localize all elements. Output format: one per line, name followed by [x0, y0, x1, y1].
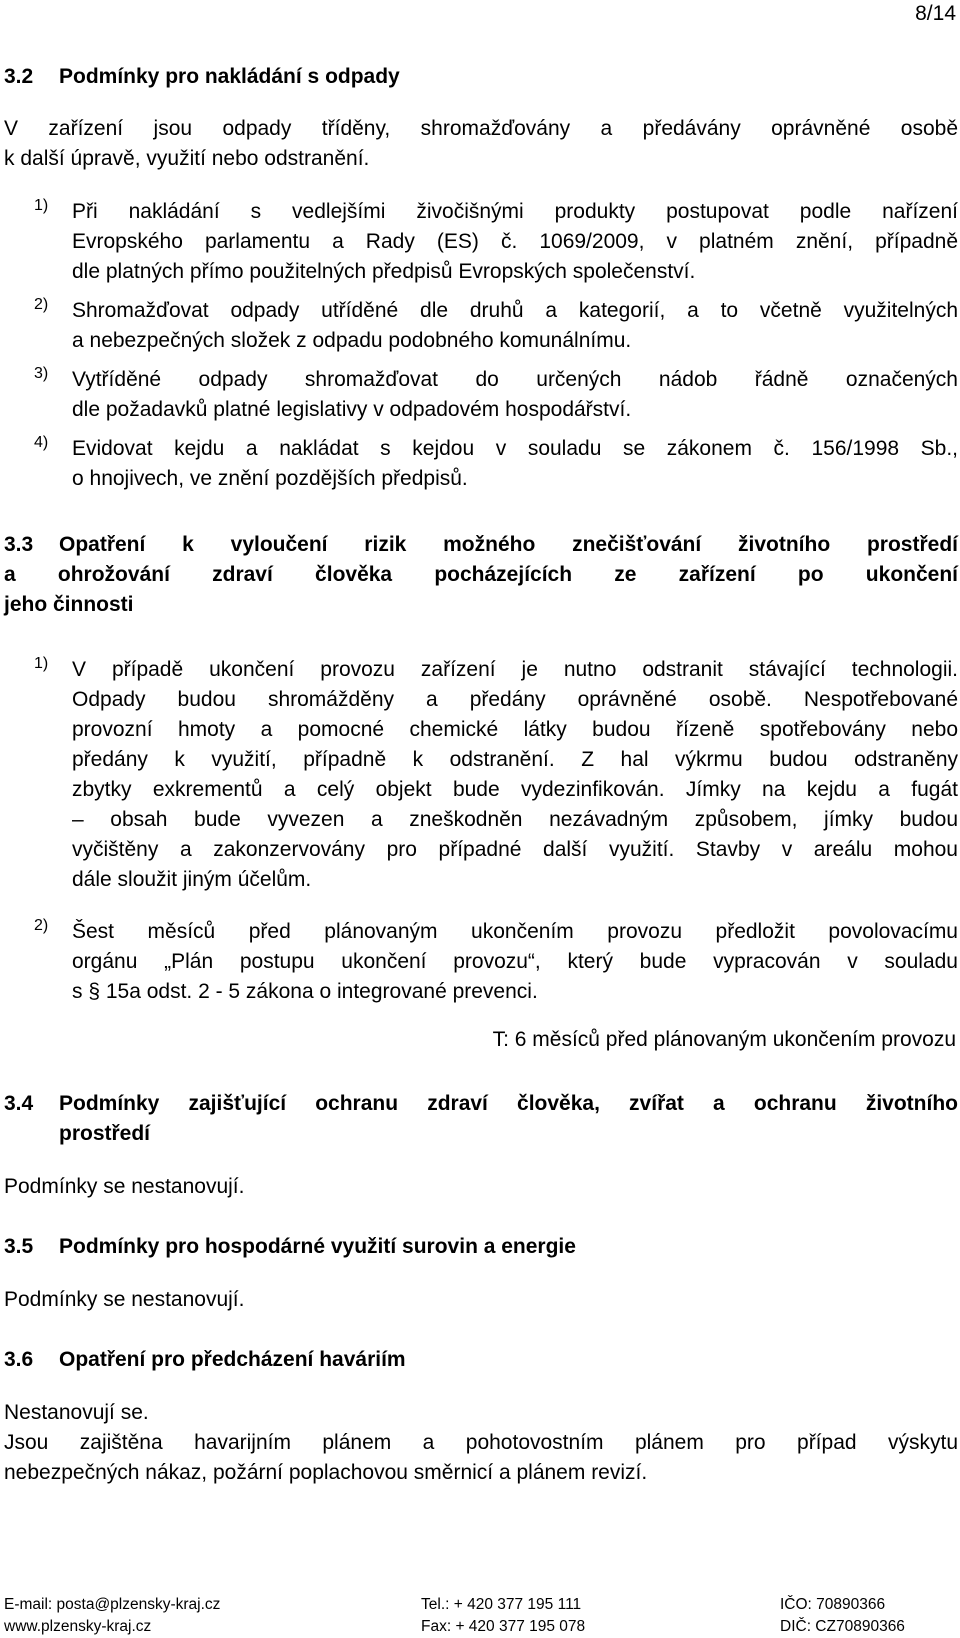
list-item-line: – obsah bude vyvezen a zneškodněn nezávadným způsobem, jímky budou — [72, 808, 958, 831]
list-item-line: s § 15a odst. 2 - 5 zákona o integrované prevenci. — [72, 980, 538, 1003]
list-item — [4, 365, 958, 425]
term-note: T: 6 měsíců před plánovaným ukončením provozu — [492, 1028, 956, 1051]
section-title-text: Podmínky pro hospodárné využití surovin a energie — [59, 1235, 576, 1258]
list-item-line: Evidovat kejdu a nakládat s kejdou v souladu se zákonem č. 156/1998 Sb., — [72, 437, 958, 460]
section-heading-3-6 — [4, 1345, 958, 1375]
footer-ico: IČO: 70890366 — [780, 1596, 886, 1613]
list-item-number: 2) — [34, 296, 49, 313]
section-number: 3.2 — [4, 65, 34, 88]
footer-phone — [421, 1594, 585, 1638]
footer-fax: Fax: + 420 377 195 078 — [421, 1618, 586, 1635]
section-heading-3-3 — [4, 530, 958, 620]
footer-ids — [780, 1594, 905, 1638]
paragraph-line: k další úpravě, využití nebo odstranění. — [4, 147, 370, 170]
paragraph-line: Nestanovují se. — [4, 1401, 149, 1424]
list-item — [4, 917, 958, 1007]
section-heading-3-2 — [4, 62, 958, 92]
list-item-line: Při nakládání s vedlejšími živočišnými produkty postupovat podle nařízení — [72, 200, 958, 223]
list-item — [4, 655, 958, 895]
list-item-number: 1) — [34, 197, 49, 214]
paragraph-line: Podmínky se nestanovují. — [4, 1175, 245, 1198]
footer-dic: DIČ: CZ70890366 — [780, 1618, 905, 1635]
section-title-line — [4, 530, 958, 560]
list-item-line: provozní hmoty a pomocné chemické látky budou řízeně spotřebovány nebo — [72, 718, 958, 741]
list-item-number: 2) — [34, 917, 49, 934]
list-item-line: předány k využití, případně k odstranění. Z hal výkrmu budou odstraněny — [72, 748, 958, 771]
list-item-number: 3) — [34, 365, 49, 382]
list-item-line: vyčištěny a zakonzervovány pro případné další využití. Stavby v areálu mohou — [72, 838, 958, 861]
document-body — [4, 62, 958, 1488]
section-title-line: a ohrožování zdraví člověka pocházejících ze zařízení po ukončení — [4, 563, 958, 586]
list-item-line: Shromažďovat odpady utříděné dle druhů a kategorií, a to včetně využitelných — [72, 299, 958, 322]
list-item-line: zbytky exkrementů a celý objekt bude vydezinfikován. Jímky na kejdu a fugát — [72, 778, 958, 801]
paragraph-line: Podmínky se nestanovují. — [4, 1288, 245, 1311]
list-item-number: 4) — [34, 434, 49, 451]
section-number: 3.3 — [4, 533, 34, 556]
section-number: 3.5 — [4, 1235, 34, 1258]
section-title-text: Podmínky zajišťující ochranu zdraví člověka, zvířat a ochranu životního — [59, 1092, 958, 1115]
list-item-line: Odpady budou shromážděny a předány oprávněné osobě. Nespotřebované — [72, 688, 958, 711]
footer-email: E-mail: posta@plzensky-kraj.cz — [4, 1596, 221, 1613]
paragraph-line: Jsou zajištěna havarijním plánem a pohotovostním plánem pro případ výskytu — [4, 1431, 958, 1454]
list-item-line: Šest měsíců před plánovaným ukončením provozu předložit povolovacímu — [72, 920, 958, 943]
section-title-line: jeho činnosti — [4, 593, 134, 616]
list-item — [4, 434, 958, 494]
section-title: Podmínky pro nakládání s odpady — [59, 65, 400, 88]
paragraph-line: V zařízení jsou odpady tříděny, shromažďovány a předávány oprávněné osobě — [4, 117, 958, 140]
list-item-line: Evropského parlamentu a Rady (ES) č. 1069/2009, v platném znění, případně — [72, 230, 958, 253]
section-number: 3.6 — [4, 1348, 34, 1371]
footer-contact — [4, 1594, 220, 1638]
section-title-text: Opatření k vyloučení rizik možného znečišťování životního prostředí — [59, 533, 958, 556]
list-item-line: orgánu „Plán postupu ukončení provozu“, který bude vypracován v souladu — [72, 950, 958, 973]
paragraph-line: nebezpečných nákaz, požární poplachovou směrnicí a plánem revizí. — [4, 1461, 648, 1484]
list-item — [4, 197, 958, 287]
footer-tel: Tel.: + 420 377 195 111 — [421, 1596, 582, 1613]
list-item — [4, 296, 958, 356]
section-heading-3-4 — [4, 1089, 958, 1119]
section-title-line: prostředí — [59, 1122, 151, 1145]
list-item-line: dle platných přímo použitelných předpisů Evropských společenství. — [72, 260, 696, 283]
page-number: 8/14 — [915, 2, 956, 25]
section-title-text: Opatření pro předcházení haváriím — [59, 1348, 406, 1371]
section-heading-3-5 — [4, 1232, 958, 1262]
list-item-line: Vytříděné odpady shromažďovat do určených nádob řádně označených — [72, 368, 958, 391]
list-item-line: V případě ukončení provozu zařízení je nutno odstranit stávající technologii. — [72, 658, 958, 681]
section-number: 3.4 — [4, 1092, 34, 1115]
list-item-number: 1) — [34, 655, 49, 672]
footer-web: www.plzensky-kraj.cz — [4, 1618, 152, 1635]
list-item-line: o hnojivech, ve znění pozdějších předpisů. — [72, 467, 468, 490]
list-item-line: dále sloužit jiným účelům. — [72, 868, 312, 891]
list-item-line: a nebezpečných složek z odpadu podobného komunálnímu. — [72, 329, 632, 352]
list-item-line: dle požadavků platné legislativy v odpadovém hospodářství. — [72, 398, 632, 421]
